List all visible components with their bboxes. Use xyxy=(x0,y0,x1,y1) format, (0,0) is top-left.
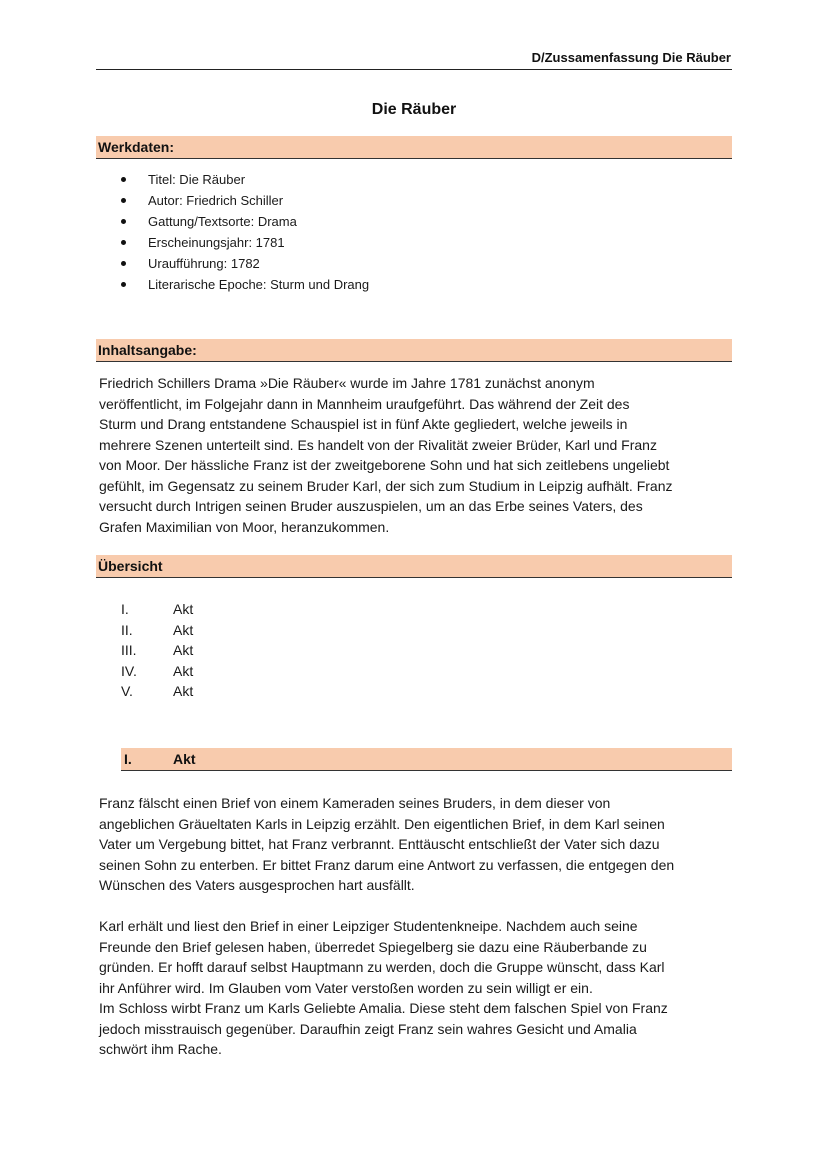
werkdaten-item-epoch: Literarische Epoche: Sturm und Drang xyxy=(96,277,369,298)
werkdaten-item-genre: Gattung/Textsorte: Drama xyxy=(96,214,369,235)
text-line: schwört ihm Rache. xyxy=(99,1041,222,1057)
text-line: Vater um Vergebung bittet, hat Franz verbrannt. Enttäuscht entschließt der Vater sich dazu xyxy=(99,836,660,852)
bullet-icon xyxy=(121,261,126,266)
werkdaten-item-year: Erscheinungsjahr: 1781 xyxy=(96,235,369,256)
akt1-paragraph-1 xyxy=(99,793,735,896)
text-line: angeblichen Gräueltaten Karls in Leipzig erzählt. Den eigentlichen Brief, in dem Karl seinen xyxy=(99,815,665,832)
text-line: Freunde den Brief gelesen haben, überredet Spiegelberg sie dazu eine Räuberbande zu xyxy=(99,938,647,955)
running-header: D/Zussamenfassung Die Räuber xyxy=(531,50,731,65)
text-line: Sturm und Drang entstandene Schauspiel ist in fünf Akte gegliedert, welche jeweils in xyxy=(99,416,628,432)
inhaltsangabe-heading: Inhaltsangabe: xyxy=(98,342,197,358)
bullet-icon xyxy=(121,240,126,245)
text-line: gefühlt, im Gegensatz zu seinem Bruder Karl, der sich zum Studium in Leipzig aufhält. Franz xyxy=(99,477,673,494)
text-line: seinen Sohn zu enterben. Er bittet Franz darum eine Antwort zu verfassen, die entgegen den xyxy=(99,856,675,873)
akt1-heading: Akt xyxy=(173,751,196,767)
text-line: Karl erhält und liest den Brief in einer Leipziger Studentenkneipe. Nachdem auch seine xyxy=(99,918,638,934)
text-line: gründen. Er hofft darauf selbst Hauptmann zu werden, doch die Gruppe wünscht, dass Karl xyxy=(99,959,665,975)
text-line: veröffentlicht, im Folgejahr dann in Mannheim uraufgeführt. Das während der Zeit des xyxy=(99,395,630,412)
bullet-icon xyxy=(121,177,126,182)
bullet-icon xyxy=(121,219,126,224)
werkdaten-heading: Werkdaten: xyxy=(98,139,174,155)
uebersicht-heading-band xyxy=(96,555,732,578)
werkdaten-heading-band xyxy=(96,136,732,159)
text-line: mehrere Szenen unterteilt sind. Es handelt von der Rivalität zweier Brüder, Karl und Franz xyxy=(99,436,657,453)
akt1-paragraph-2 xyxy=(99,916,735,1060)
werkdaten-item-premiere: Uraufführung: 1782 xyxy=(96,256,369,277)
text-line: versucht durch Intrigen seinen Bruder auszuspielen, um an das Erbe seines Vaters, des xyxy=(99,498,643,514)
akt1-number: I. xyxy=(124,751,132,767)
werkdaten-item-author: Autor: Friedrich Schiller xyxy=(96,193,369,214)
text-line: Friedrich Schillers Drama »Die Räuber« wurde im Jahre 1781 zunächst anonym xyxy=(99,375,595,391)
bullet-icon xyxy=(121,198,126,203)
text-line: von Moor. Der hässliche Franz ist der zweitgeborene Sohn und hat sich zeitlebens ungeliebt xyxy=(99,457,670,473)
uebersicht-heading: Übersicht xyxy=(98,558,163,574)
text-line: Im Schloss wirbt Franz um Karls Geliebte Amalia. Diese steht dem falschen Spiel von Franz xyxy=(99,1000,668,1016)
text-line: ihr Anführer wird. Im Glauben vom Vater verstoßen worden zu sein willigt er ein. xyxy=(99,979,593,996)
text-line: Franz fälscht einen Brief von einem Kameraden seines Bruders, in dem dieser von xyxy=(99,795,611,811)
document-page: D/Zussamenfassung Die Räuber Die Räuber Werkdaten: Titel: Die Räuber Autor: Friedrich Schiller Gattung/Textsorte: Drama Erscheinungsjahr: 1781 Uraufführung: 1782 Literarische Epoche: Sturm und Drang Inhaltsangabe: Friedrich Schillers Drama »Die Räuber« wurde im Jahre 1781 zunächst anonym veröffentlicht, im Folgejahr dann in Mannheim uraufgeführt. Das während der Zeit des Sturm und Drang entstandene Schauspiel ist in fünf Akte gegliedert, welche jeweils in mehrere Szenen unterteilt sind. Es handelt von der Rivalität zweier Brüder, Karl und Franz von Moor. Der hässliche Franz ist der zweitgeborene Sohn und hat sich zeitlebens ungeliebt gefühlt, im Gegensatz zu seinem Bruder Karl, der sich zum Studium in Leipzig aufhält. Franz versucht durch Intrigen seinen Bruder auszuspielen, um an das Erbe seines Vaters, des Grafen Maximilian von Moor, heranzukommen. Übersicht I. Akt II. Akt III. Akt IV. Akt V. Akt I. Akt Franz fälscht einen Brief von einem Kameraden seines Bruders, in dem dieser von angeblichen Gräueltaten Karls in Leipzig erzählt. Den eigentlichen Brief, in dem Karl seinen Vater um Vergebung bittet, hat Franz verbrannt. Enttäuscht entschließt der Vater sich dazu seinen Sohn zu enterben. Er bittet Franz darum eine Antwort zu verfassen, die entgegen den Wünschen des Vaters ausgesprochen hart ausfällt. Karl erhält und liest den Brief in einer Leipziger Studentenkneipe. Nachdem auch seine Freunde den Brief gelesen haben, überredet Spiegelberg sie dazu eine Räuberbande zu gründen. Er hofft darauf selbst Hauptmann zu werden, doch die Gruppe wünscht, dass Karl ihr Anführer wird. Im Glauben vom Vater verstoßen worden zu sein willigt er ein. Im Schloss wirbt Franz um Karls Geliebte Amalia. Diese steht dem falschen Spiel von Franz jedoch misstrauisch gegenüber. Daraufhin zeigt Franz sein wahres Gesicht und Amalia schwört ihm Rache. xyxy=(0,0,828,1171)
akt1-heading-band xyxy=(121,748,732,771)
inhaltsangabe-heading-band xyxy=(96,339,732,362)
document-title: Die Räuber xyxy=(371,101,457,118)
text-line: jedoch misstrauisch gegenüber. Daraufhin zeigt Franz sein wahres Gesicht und Amalia xyxy=(99,1020,637,1037)
text-line: Wünschen des Vaters ausgesprochen hart ausfällt. xyxy=(99,877,415,893)
werkdaten-item-title: Titel: Die Räuber xyxy=(96,172,369,193)
inhaltsangabe-paragraph xyxy=(99,373,735,537)
werkdaten-list xyxy=(96,172,369,298)
text-line: Grafen Maximilian von Moor, heranzukommen. xyxy=(99,518,390,535)
bullet-icon xyxy=(121,282,126,287)
header-rule xyxy=(96,69,732,70)
